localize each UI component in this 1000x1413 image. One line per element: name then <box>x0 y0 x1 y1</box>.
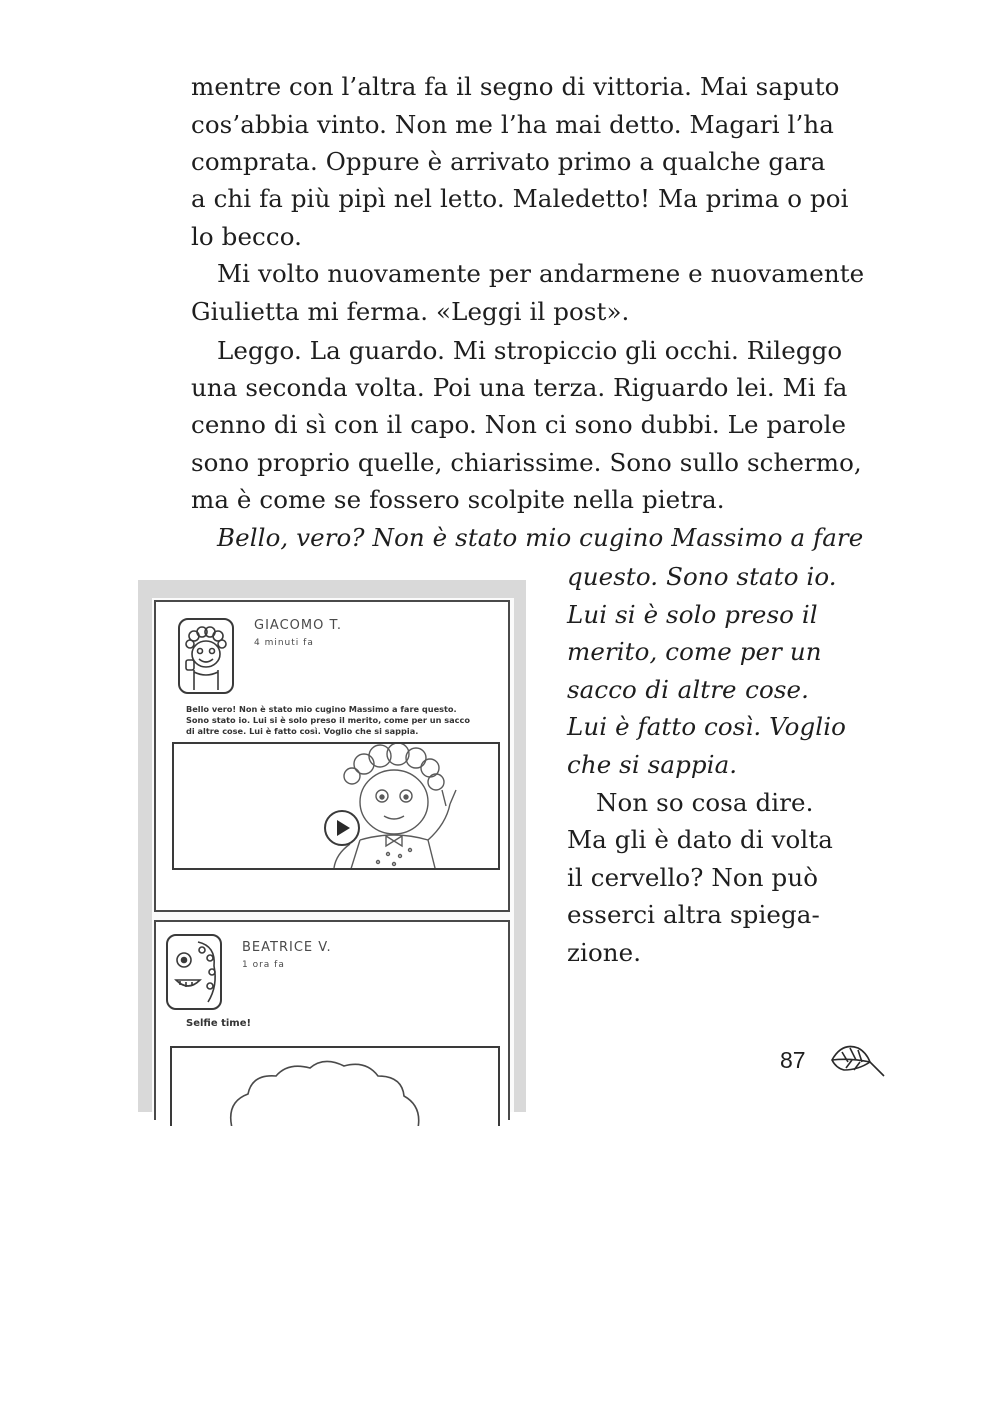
post-text-line: Bello vero! Non è stato mio cugino Massimo a fare questo. <box>186 704 457 714</box>
text-line: sono proprio quelle, chiarissime. Sono sullo schermo, <box>191 448 862 477</box>
post-time: 4 minuti fa <box>254 638 314 648</box>
post-text-line: di altre cose. Lui è fatto così. Voglio che si sappia. <box>186 726 419 736</box>
girl-avatar-icon <box>168 936 220 1008</box>
text-line: che si sappia. <box>567 750 738 779</box>
text-line: ma è come se fossero scolpite nella pietra. <box>191 485 725 514</box>
leaf-icon <box>828 1038 886 1082</box>
text-line: lo becco. <box>191 222 303 251</box>
post-author: GIACOMO T. <box>254 618 342 633</box>
text-line: questo. Sono stato io. <box>567 562 837 591</box>
text-line: una seconda volta. Poi una terza. Riguardo lei. Mi fa <box>191 373 848 402</box>
text-line: Mi volto nuovamente per andarmene e nuovamente <box>217 259 865 288</box>
page-number: 87 <box>780 1047 806 1073</box>
text-line: esserci altra spiega- <box>567 900 820 929</box>
text-line: il cervello? Non può <box>567 863 819 892</box>
avatar-giacomo <box>178 618 234 694</box>
post-card-beatrice <box>154 920 510 1120</box>
post-video[interactable] <box>172 742 500 870</box>
post-card-giacomo <box>154 600 510 912</box>
post-text-line: Selfie time! <box>186 1018 252 1029</box>
text-line: Leggo. La guardo. Mi stropiccio gli occhi. Rileggo <box>217 336 843 365</box>
post-photo[interactable] <box>170 1046 500 1126</box>
play-button[interactable] <box>324 810 360 846</box>
text-line: comprata. Oppure è arrivato primo a qualche gara <box>191 147 826 176</box>
text-line: a chi fa più pipì nel letto. Maledetto! Ma prima o poi <box>191 184 849 213</box>
text-line: merito, come per un <box>567 637 822 666</box>
post-time: 1 ora fa <box>242 960 285 970</box>
video-still-illustration <box>174 744 500 870</box>
text-line: Lui è fatto così. Voglio <box>567 712 847 741</box>
play-icon <box>326 812 358 844</box>
text-line: Giulietta mi ferma. «Leggi il post». <box>191 297 630 326</box>
text-line: Ma gli è dato di volta <box>567 825 833 854</box>
text-line: cos’abbia vinto. Non me l’ha mai detto. Magari l’ha <box>191 110 834 139</box>
cloud-photo-illustration <box>172 1048 500 1126</box>
text-line: sacco di altre cose. <box>567 675 809 704</box>
text-line: cenno di sì con il capo. Non ci sono dubbi. Le parole <box>191 410 847 439</box>
text-line: Non so cosa dire. <box>596 788 814 817</box>
avatar-beatrice <box>166 934 222 1010</box>
text-line: Lui si è solo preso il <box>567 600 818 629</box>
text-line: zione. <box>567 938 642 967</box>
text-line: mentre con l’altra fa il segno di vittoria. Mai saputo <box>191 72 840 101</box>
post-text-line: Sono stato io. Lui si è solo preso il merito, come per un sacco <box>186 715 470 725</box>
curly-boy-avatar-icon <box>180 620 232 692</box>
post-author: BEATRICE V. <box>242 940 332 955</box>
text-line: Bello, vero? Non è stato mio cugino Massimo a fare <box>217 523 864 552</box>
